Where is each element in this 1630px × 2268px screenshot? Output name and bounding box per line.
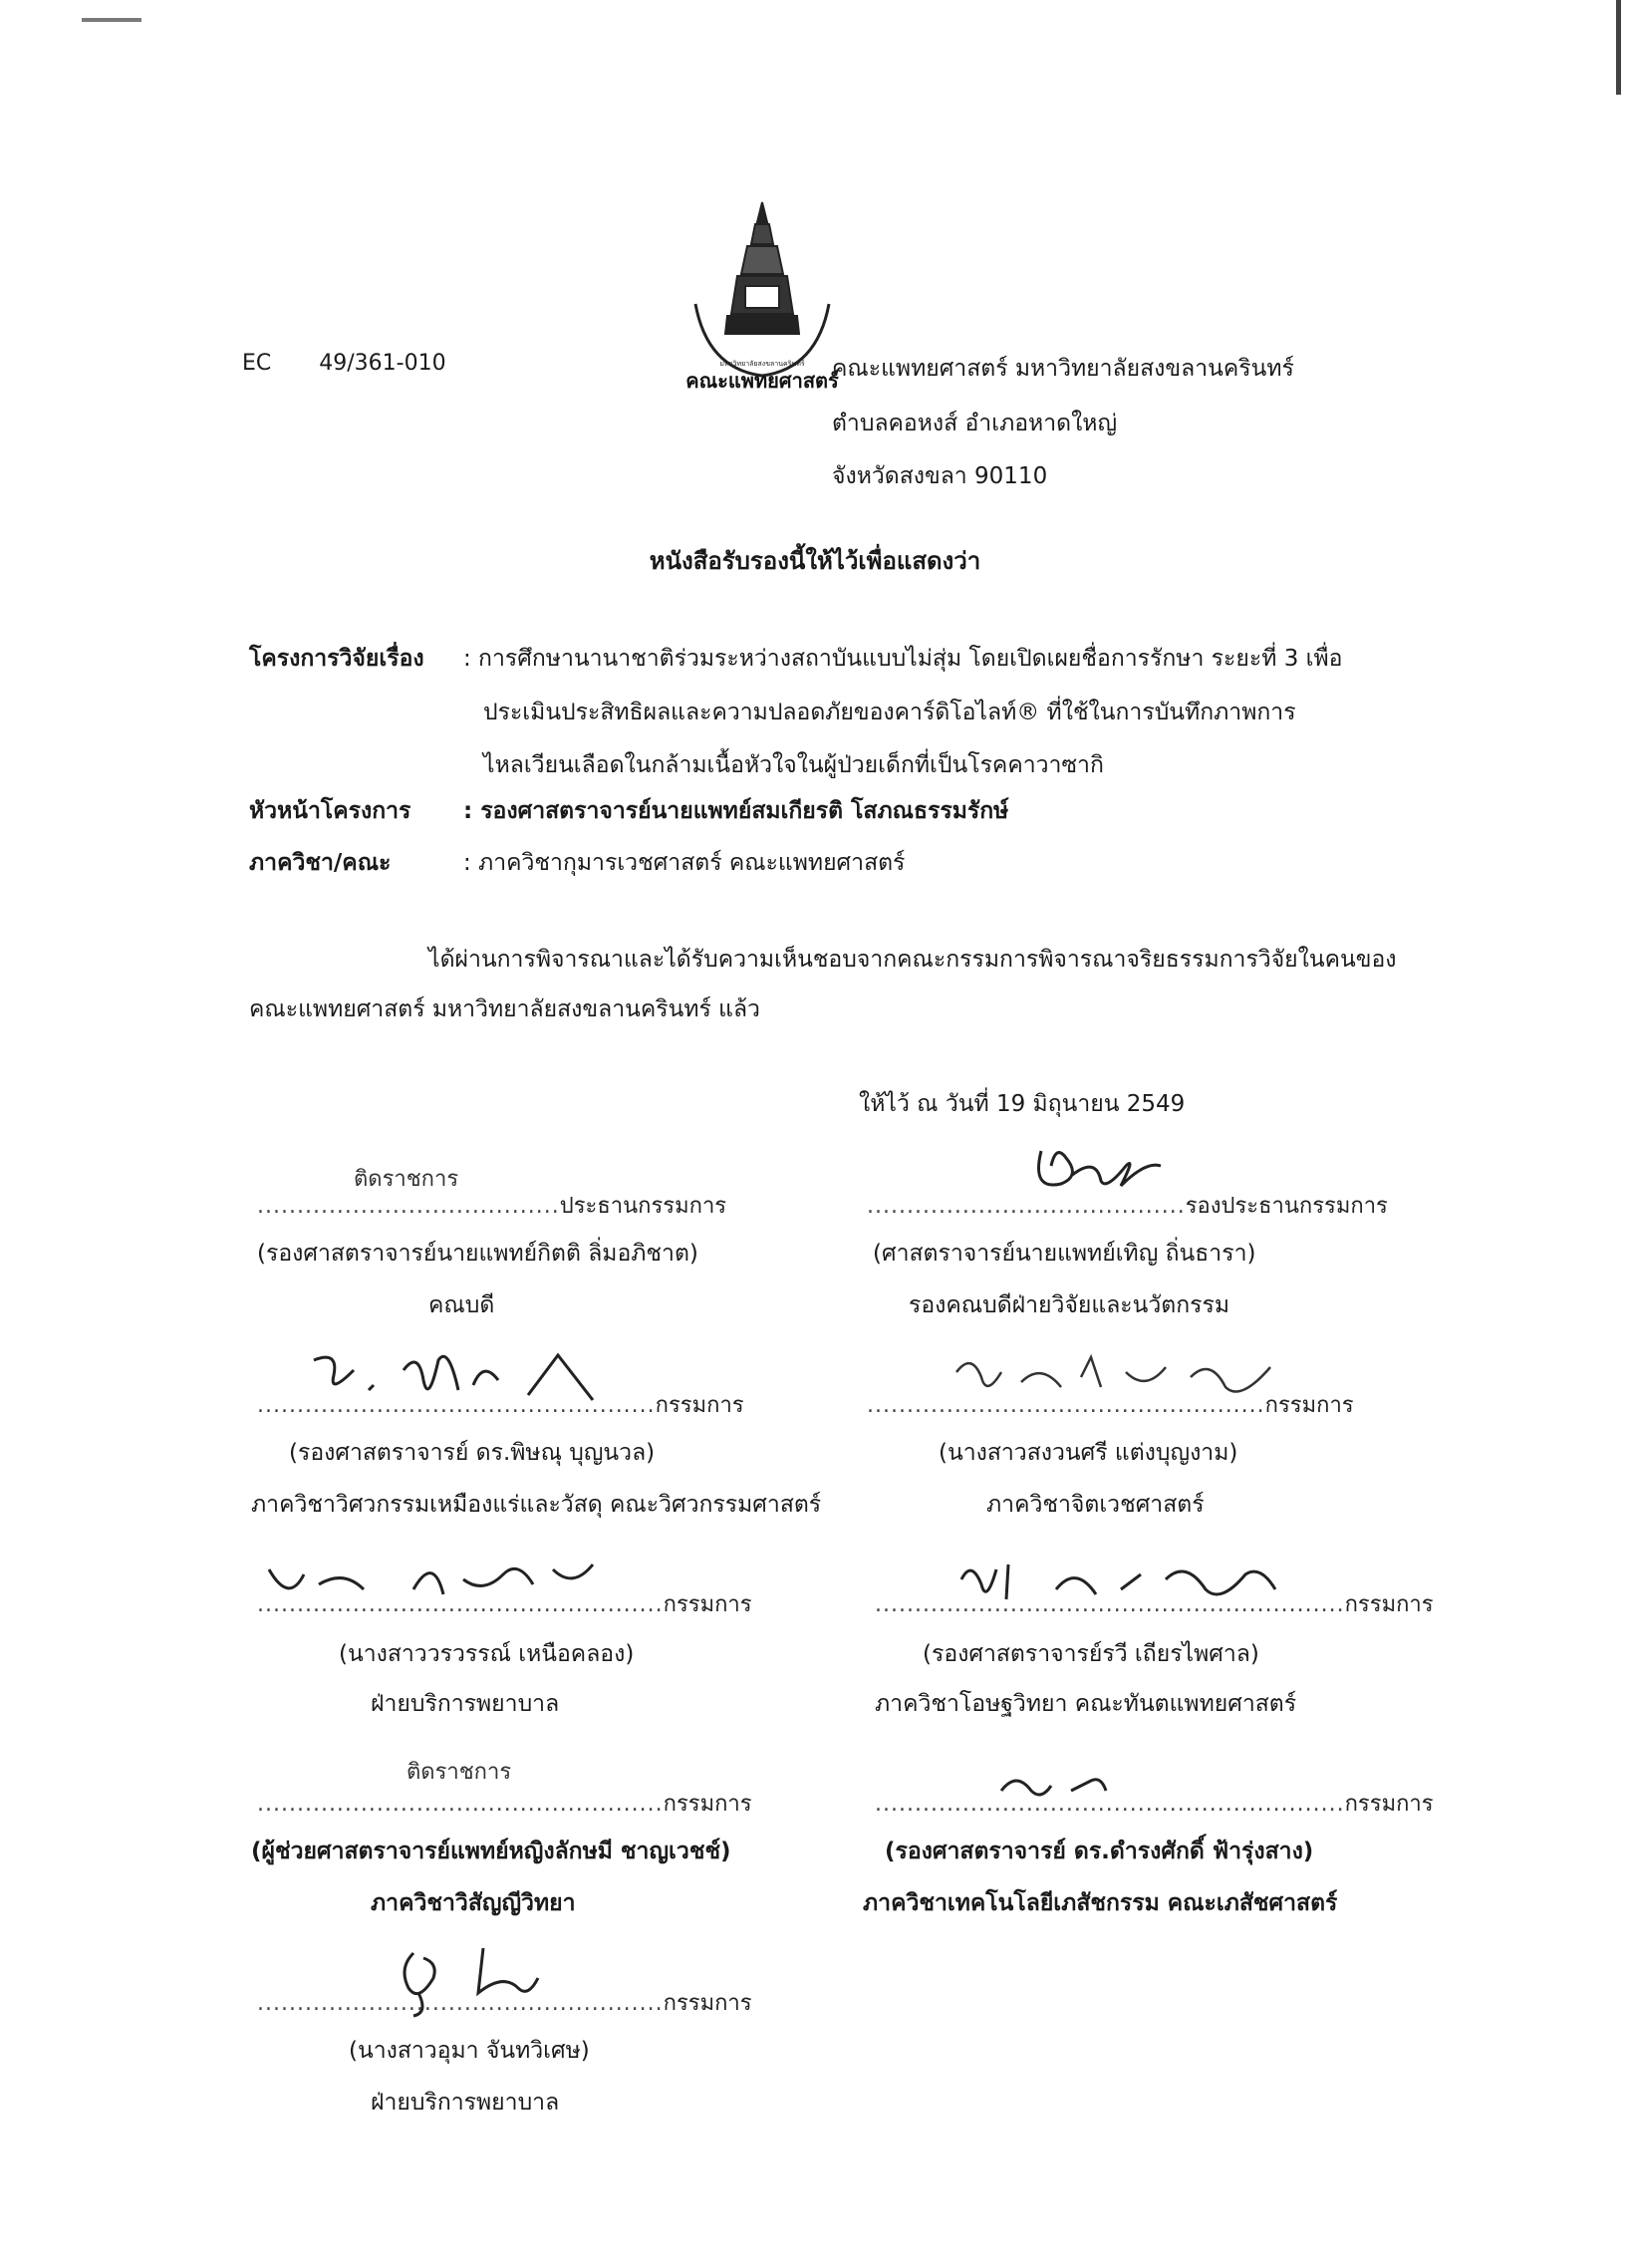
- certificate-title: หนังสือรับรองนี้ให้ไว้เพื่อแสดงว่า: [649, 547, 981, 575]
- signatory-position-1: คณบดี: [428, 1292, 495, 1318]
- signatory-name-8: (รองศาสตราจารย์ ดร.ดำรงศักดิ์ ฟ้ารุ่งสาง): [885, 1839, 1314, 1864]
- ec-label: EC: [242, 351, 272, 376]
- project-title-line-3: ไหลเวียนเลือดในกล้ามเนื้อหัวใจในผู้ป่วยเด็กที่เป็นโรคคาวาซากิ: [483, 752, 1104, 778]
- address-line-3: จังหวัดสงขลา 90110: [832, 463, 1048, 489]
- signature-line-1: ......................................ประธานกรรมการ: [257, 1194, 727, 1219]
- signatory-name-7: (ผู้ช่วยศาสตราจารย์แพทย์หญิงลักษมี ชาญเวชช์): [251, 1839, 731, 1864]
- signatory-position-9: ฝ่ายบริการพยาบาล: [371, 2090, 560, 2116]
- handwritten-note-1: ติดราชการ: [354, 1167, 459, 1192]
- signatory-position-4: ภาควิชาจิตเวชศาสตร์: [986, 1492, 1205, 1518]
- ec-reference: [242, 351, 446, 376]
- project-head-label: หัวหน้าโครงการ: [249, 798, 411, 824]
- signatory-position-2: รองคณบดีฝ่ายวิจัยและนวัตกรรม: [909, 1292, 1230, 1318]
- signature-line-9: ...................................................กรรมการ: [257, 1991, 752, 2016]
- project-title-line-2: ประเมินประสิทธิผลและความปลอดภัยของคาร์ดิโอไลท์® ที่ใช้ในการบันทึกภาพการ: [483, 700, 1296, 725]
- issue-date: ให้ไว้ ณ วันที่ 19 มิถุนายน 2549: [859, 1091, 1186, 1117]
- svg-text:คณะแพทยศาสตร์: คณะแพทยศาสตร์: [685, 369, 839, 389]
- signature-line-3: ..................................................กรรมการ: [257, 1393, 744, 1418]
- signatory-position-6: ภาควิชาโอษฐวิทยา คณะทันตแพทยศาสตร์: [875, 1691, 1297, 1717]
- signature-line-5: ...................................................กรรมการ: [257, 1592, 752, 1617]
- signatory-name-4: (นางสาวสงวนศรี แต่งบุญงาม): [939, 1440, 1238, 1466]
- signatory-position-5: ฝ่ายบริการพยาบาล: [371, 1691, 560, 1717]
- svg-text:มหาวิทยาลัยสงขลานครินทร์: มหาวิทยาลัยสงขลานครินทร์: [719, 360, 805, 368]
- signatory-position-3: ภาควิชาวิศวกรรมเหมืองแร่และวัสดุ คณะวิศวกรรมศาสตร์: [251, 1492, 822, 1518]
- department-label: ภาควิชา/คณะ: [249, 850, 392, 876]
- ec-number: 49/361-010: [319, 351, 446, 376]
- signature-line-4: ..................................................กรรมการ: [867, 1393, 1354, 1418]
- signature-line-8: ...........................................................กรรมการ: [875, 1792, 1434, 1817]
- signatory-name-5: (นางสาววรวรรณ์ เหนือคลอง): [339, 1641, 635, 1667]
- project-head-value: : รองศาสตราจารย์นายแพทย์สมเกียรติ โสภณธรรมรักษ์: [463, 798, 1009, 824]
- project-title-line-1: : การศึกษานานาชาติร่วมระหว่างสถาบันแบบไม่สุ่ม โดยเปิดเผยชื่อการรักษา ระยะที่ 3 เพื่อ: [463, 646, 1343, 672]
- signatory-name-6: (รองศาสตราจารย์รวี เถียรไพศาล): [923, 1641, 1259, 1667]
- signatory-name-9: (นางสาวอุมา จันทวิเศษ): [349, 2038, 590, 2064]
- signature-line-2: ........................................รองประธานกรรมการ: [867, 1194, 1388, 1219]
- signatory-name-3: (รองศาสตราจารย์ ดร.พิษณุ บุญนวล): [289, 1440, 656, 1466]
- faculty-seal-logo: [678, 194, 847, 389]
- address-line-2: ตำบลคอหงส์ อำเภอหาดใหญ่: [832, 411, 1118, 436]
- signatory-position-8: ภาควิชาเทคโนโลยีเภสัชกรรม คณะเภสัชศาสตร์: [863, 1890, 1338, 1916]
- address-line-1: คณะแพทยศาสตร์ มหาวิทยาลัยสงขลานครินทร์: [832, 356, 1294, 382]
- signature-line-6: ...........................................................กรรมการ: [875, 1592, 1434, 1617]
- signatory-position-7: ภาควิชาวิสัญญีวิทยา: [371, 1890, 576, 1916]
- signatory-name-1: (รองศาสตราจารย์นายแพทย์กิตติ ลิ่มอภิชาต): [257, 1241, 698, 1267]
- scan-mark-top-left: [82, 18, 141, 22]
- approval-statement: ได้ผ่านการพิจารณาและได้รับความเห็นชอบจากคณะกรรมการพิจารณาจริยธรรมการวิจัยในคนของคณะแพทยศาสตร์ มหาวิทยาลัยสงขลานครินทร์ แล้ว: [249, 947, 1397, 1022]
- project-title-label: โครงการวิจัยเรื่อง: [249, 646, 424, 672]
- signature-line-7: ...................................................กรรมการ: [257, 1792, 752, 1817]
- scan-mark-right-edge: [1616, 0, 1621, 95]
- signatory-name-2: (ศาสตราจารย์นายแพทย์เทิญ ถิ่นธารา): [873, 1241, 1256, 1267]
- department-value: : ภาควิชากุมารเวชศาสตร์ คณะแพทยศาสตร์: [463, 850, 906, 876]
- handwritten-note-7: ติดราชการ: [407, 1760, 512, 1785]
